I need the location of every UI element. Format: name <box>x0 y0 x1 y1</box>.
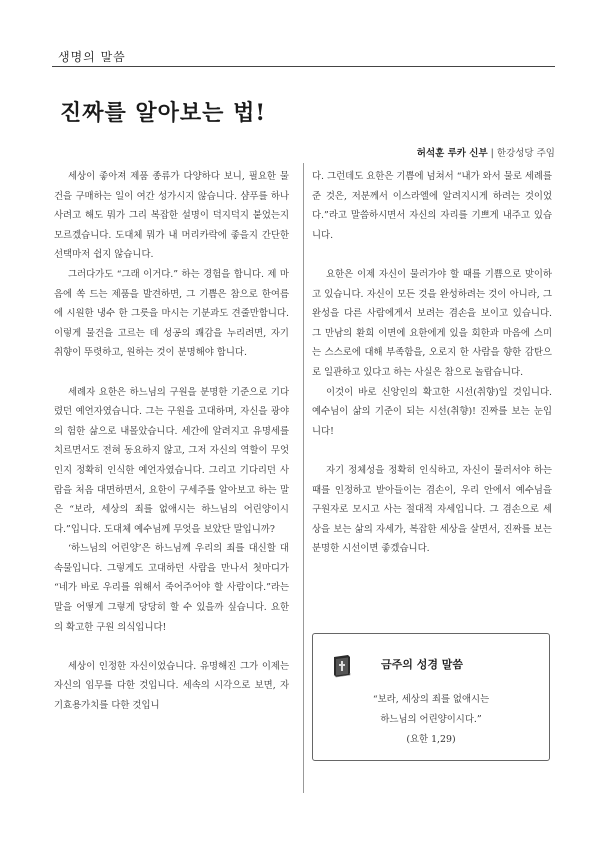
paragraph: 이것이 바로 신앙인의 확고한 시선(취향)일 것입니다. 예수님이 삶의 기준이 되는 시선(취향)! 진짜를 보는 눈입니다! <box>312 386 552 437</box>
author-affiliation: 한강성당 주임 <box>496 148 555 159</box>
paragraph: 요한은 이제 자신이 물러가야 할 때를 기쁨으로 맞이하고 있습니다. 자신이 모든 것을 완성하려는 것이 아니라, 그 완성을 다른 사람에게서 보려는 겸손을 보이고 있습니다. 그 만남의 환희 이면에 요한에게 있을 회한과 마음에 스미는 스스로에 대해 부족함을, 오로지 한 사람을 향한 감탄으로 일관하고 있다고 하는 사실은 참으로 놀랍습니다. <box>312 268 552 378</box>
weekly-verse-box <box>312 633 550 761</box>
paragraph-gap <box>312 245 552 265</box>
verse-line: “보라, 세상의 죄를 없애시는 <box>372 694 490 705</box>
paragraph-gap <box>54 363 289 383</box>
article-title: 진짜를 알아보는 법! <box>60 100 266 126</box>
weekly-verse-text <box>313 690 549 750</box>
paragraph: 세례자 요한은 하느님의 구원을 분명한 기준으로 기다렸던 예언자였습니다. 그는 구원을 고대하며, 자신을 광야의 험한 삶으로 내몰았습니다. 세간에 알려지고 유명세를 치르면서도 전혀 동요하지 않고, 그저 자신의 역할이 무엇인지 정확히 인식한 예언자였습니다. 그리고 기다리던 사람을 처음 대면하면서, 요한이 구세주를 알아보고 하는 말은 “보라, 세상의 죄를 없애시는 하느님의 어린양이시다.”입니다. 도대체 예수님께 무엇을 보았단 말입니까? <box>54 386 289 535</box>
verse-reference: (요한 1,29) <box>406 734 456 745</box>
paragraph-gap <box>54 637 289 657</box>
paragraph: 자기 정체성을 정확히 인식하고, 자신이 물러서야 하는 때를 인정하고 받아들이는 겸손이, 우리 안에서 예수님을 구원자로 모시고 사는 절대적 자세입니다. 그 겸손으로 세상을 보는 삶의 자세가, 복잡한 세상을 살면서, 진짜를 보는 분명한 시선이면 좋겠습니다. <box>312 464 552 555</box>
author-name: 허석훈 루카 신부 <box>416 148 488 159</box>
bible-icon <box>331 654 353 678</box>
paragraph: 다. 그런데도 요한은 기쁨에 넘쳐서 “내가 와서 물로 세례를 준 것은, 저분께서 이스라엘에 알려지시게 하려는 것이었다.”라고 말씀하시면서 자신의 자리를 기쁘게 내주고 있습니다. <box>312 171 552 241</box>
section-rule <box>52 66 555 67</box>
paragraph: ‘하느님의 어린양’은 하느님께 우리의 죄를 대신할 대속물입니다. 그렇게도 고대하던 사람을 만나서 첫마디가 “네가 바로 우리를 위해서 죽어주어야 할 사람이다.”라는 말을 어떻게 그렇게 당당히 할 수 있을까 싶습니다. 요한의 확고한 구원 의식입니다! <box>54 543 289 633</box>
paragraph: 세상이 인정한 자신이었습니다. 유명해진 그가 이제는 자신의 임무를 다한 것입니다. 세속의 시각으로 보면, 자기효용가치를 다한 것입니 <box>54 660 289 712</box>
byline <box>417 145 555 159</box>
section-label: 생명의 말씀 <box>58 50 126 64</box>
right-column <box>312 167 552 559</box>
paragraph: 세상이 좋아져 제품 종류가 다양하다 보니, 필요한 물건을 구매하는 일이 여간 성가시지 않습니다. 샴푸를 하나 사려고 해도 뭐가 그리 복잡한 설명이 덕지덕지 붙었는지 모르겠습니다. 도대체 뭐가 내 머리카락에 좋을지 간단한 선택마저 쉽지 않습니다. <box>54 171 289 261</box>
verse-line: 하느님의 어린양이시다.” <box>380 714 482 725</box>
paragraph-gap <box>312 441 552 461</box>
byline-separator: | <box>487 148 497 159</box>
column-divider <box>303 163 304 793</box>
left-column <box>54 167 289 716</box>
weekly-verse-heading: 금주의 성경 말씀 <box>381 658 464 671</box>
paragraph: 그러다가도 “그래 이거다.” 하는 경험을 합니다. 제 마음에 쏙 드는 제품을 발견하면, 그 기쁨은 참으로 한여름에 시원한 냉수 한 그릇을 마시는 기분과도 견줄만합니다. 이렇게 물건을 고르는 데 성공의 쾌감을 누리려면, 자기 취향이 뚜렷하고, 원하는 것이 분명해야 합니다. <box>54 268 289 359</box>
